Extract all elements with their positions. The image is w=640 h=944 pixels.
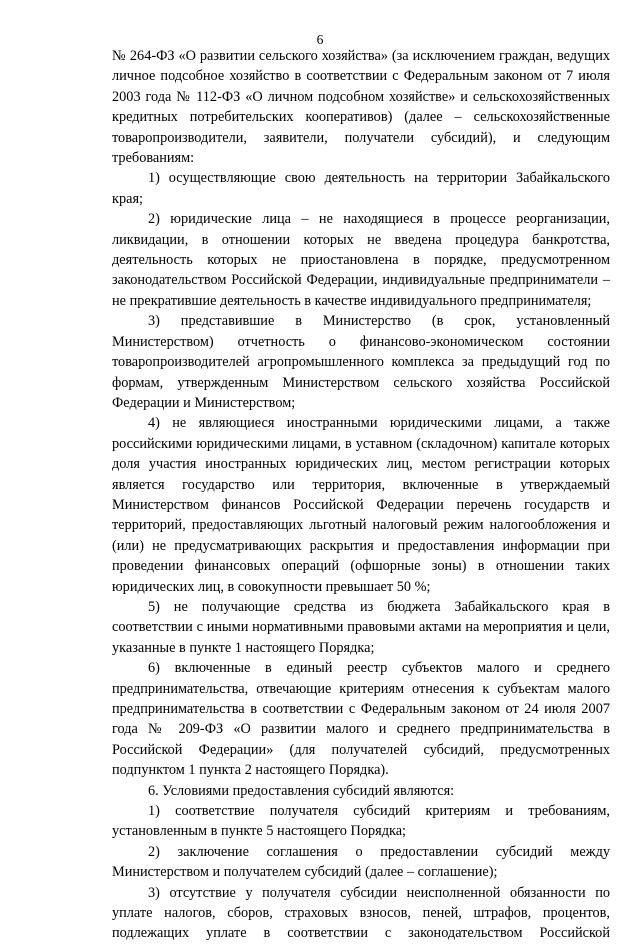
condition-item-3: 3) отсутствие у получателя субсидии неисполненной обязанности по уплате налогов, сборов, страховых взносов, пеней, штрафов, процентов, подлежащих уплате в соответствии с законодательством Российской	[112, 884, 610, 942]
section-6-heading: 6. Условиями предоставления субсидий являются:	[148, 782, 455, 799]
document-body	[112, 46, 610, 944]
condition-item-1: 1) соответствие получателя субсидий критериям и требованиям, установленным в пункте 5 настоящего Порядка;	[112, 803, 610, 840]
page-number: 6	[316, 32, 324, 47]
list-item-4: 4) не являющиеся иностранными юридическими лицами, а также российскими юридическими лицами, в уставном (складочном) капитале которых доля участия иностранных юридических лиц, местом регистрации которых является государство или территория, включенные в утверждаемый Министерством финансов Российской Федерации перечень государств и территорий, предоставляющих льготный налоговый режим налогообложения и (или) не предусматривающих раскрытия и предоставления информации при проведении финансовых операций (офшорные зоны) в отношении таких юридических лиц, в совокупности превышает 50 %;	[112, 415, 610, 595]
condition-item-2: 2) заключение соглашения о предоставлении субсидий между Министерством и получателем субсидий (далее – соглашение);	[112, 843, 610, 881]
list-item-3: 3) представившие в Министерство (в срок, установленный Министерством) отчетность о финансово-экономическом состоянии товаропроизводителей агропромышленного комплекса за предыдущий год по формам, утвержденным Министерством сельского хозяйства Российской Федерации и Министерством;	[112, 313, 610, 411]
paragraph-continuation: № 264-ФЗ «О развитии сельского хозяйства» (за исключением граждан, ведущих личное подсобное хозяйство в соответствии с Федеральным законом от 7 июля 2003 года № 112-ФЗ «О личном подсобном хозяйстве» и сельскохозяйственных кредитных потребительских кооперативов) (далее – сельскохозяйственные товаропроизводители, заявители, получатели субсидий), и следующим требованиям:	[112, 48, 610, 167]
list-item-1: 1) осуществляющие свою деятельность на территории Забайкальского края;	[112, 170, 610, 207]
list-item-5: 5) не получающие средства из бюджета Забайкальского края в соответствии с иными нормативными правовыми актами на мероприятия и цели, указанные в пункте 1 настоящего Порядка;	[112, 598, 610, 656]
list-item-2: 2) юридические лица – не находящиеся в процессе реорганизации, ликвидации, в отношении которых не введена процедура банкротства, деятельность которых не приостановлена в порядке, предусмотренном законодательством Российской Федерации, индивидуальные предприниматели – не прекратившие деятельность в качестве индивидуального предпринимателя;	[112, 211, 610, 309]
list-item-6: 6) включенные в единый реестр субъектов малого и среднего предпринимательства, отвечающие критериям отнесения к субъектам малого предпринимательства в соответствии с Федеральным законом от 24 июля 2007 года № 209-ФЗ «О развитии малого и среднего предпринимательства в Российской Федерации» (для получателей субсидий, предусмотренных подпунктом 1 пункта 2 настоящего Порядка).	[112, 660, 610, 779]
